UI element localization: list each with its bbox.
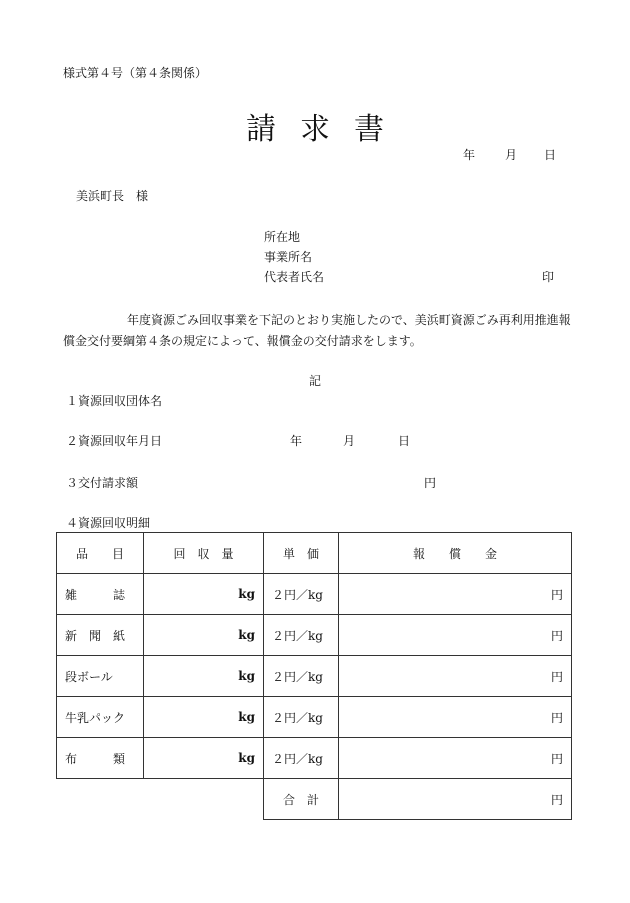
row-quantity-unit: kg (144, 656, 264, 697)
table-row (57, 738, 572, 779)
row-reward-yen: 円 (339, 615, 572, 656)
collection-date-label: ２資源回収年月日 (66, 434, 163, 448)
representative-name-label: 代表者氏名 (264, 270, 325, 284)
row-reward-yen: 円 (339, 656, 572, 697)
row-unit-price: ２円／kg (264, 656, 339, 697)
form-number: 様式第４号（第４条関係） (63, 66, 208, 80)
date-month-label: 月 (505, 148, 518, 162)
collection-year-label: 年 (290, 434, 303, 448)
request-amount-yen: 円 (424, 476, 437, 490)
row-item-name: 牛乳パック (57, 697, 144, 738)
row-reward-yen: 円 (339, 574, 572, 615)
collection-details-table (56, 532, 572, 820)
row-item-name: 雑 誌 (57, 574, 144, 615)
total-yen: 円 (339, 779, 572, 820)
collection-day-label: 日 (398, 434, 411, 448)
office-name-label: 事業所名 (264, 250, 313, 264)
addressee: 美浜町長 様 (76, 189, 149, 203)
header-unit-price: 単 価 (264, 533, 339, 574)
total-label: 合 計 (264, 779, 339, 820)
row-unit-price: ２円／kg (264, 574, 339, 615)
date-year-label: 年 (463, 148, 476, 162)
ki-heading: 記 (308, 374, 321, 388)
row-item-name: 新 聞 紙 (57, 615, 144, 656)
seal-mark: 印 (542, 270, 555, 284)
row-quantity-unit: kg (144, 574, 264, 615)
row-unit-price: ２円／kg (264, 615, 339, 656)
table-row (57, 697, 572, 738)
table-row (57, 574, 572, 615)
table-header-row (57, 533, 572, 574)
table-total-row (57, 779, 572, 820)
details-label: ４資源回収明細 (66, 516, 151, 530)
document-title: 請求書 (246, 112, 408, 147)
row-reward-yen: 円 (339, 738, 572, 779)
request-statement: 年度資源ごみ回収事業を下記のとおり実施したので、美浜町資源ごみ再利用推進報償金交付要綱第４条の規定によって、報償金の交付請求をします。 (63, 313, 571, 348)
row-reward-yen: 円 (339, 697, 572, 738)
table-row (57, 615, 572, 656)
address-label: 所在地 (264, 230, 301, 244)
row-quantity-unit: kg (144, 615, 264, 656)
row-quantity-unit: kg (144, 697, 264, 738)
header-reward: 報 償 金 (339, 533, 572, 574)
table-row (57, 656, 572, 697)
group-name-label: １資源回収団体名 (66, 394, 163, 408)
row-unit-price: ２円／kg (264, 738, 339, 779)
collection-month-label: 月 (343, 434, 356, 448)
row-item-name: 段ボール (57, 656, 144, 697)
header-quantity: 回 収 量 (144, 533, 264, 574)
row-quantity-unit: kg (144, 738, 264, 779)
header-item: 品 目 (57, 533, 144, 574)
date-day-label: 日 (544, 148, 557, 162)
row-unit-price: ２円／kg (264, 697, 339, 738)
row-item-name: 布 類 (57, 738, 144, 779)
request-amount-label: ３交付請求額 (66, 476, 139, 490)
